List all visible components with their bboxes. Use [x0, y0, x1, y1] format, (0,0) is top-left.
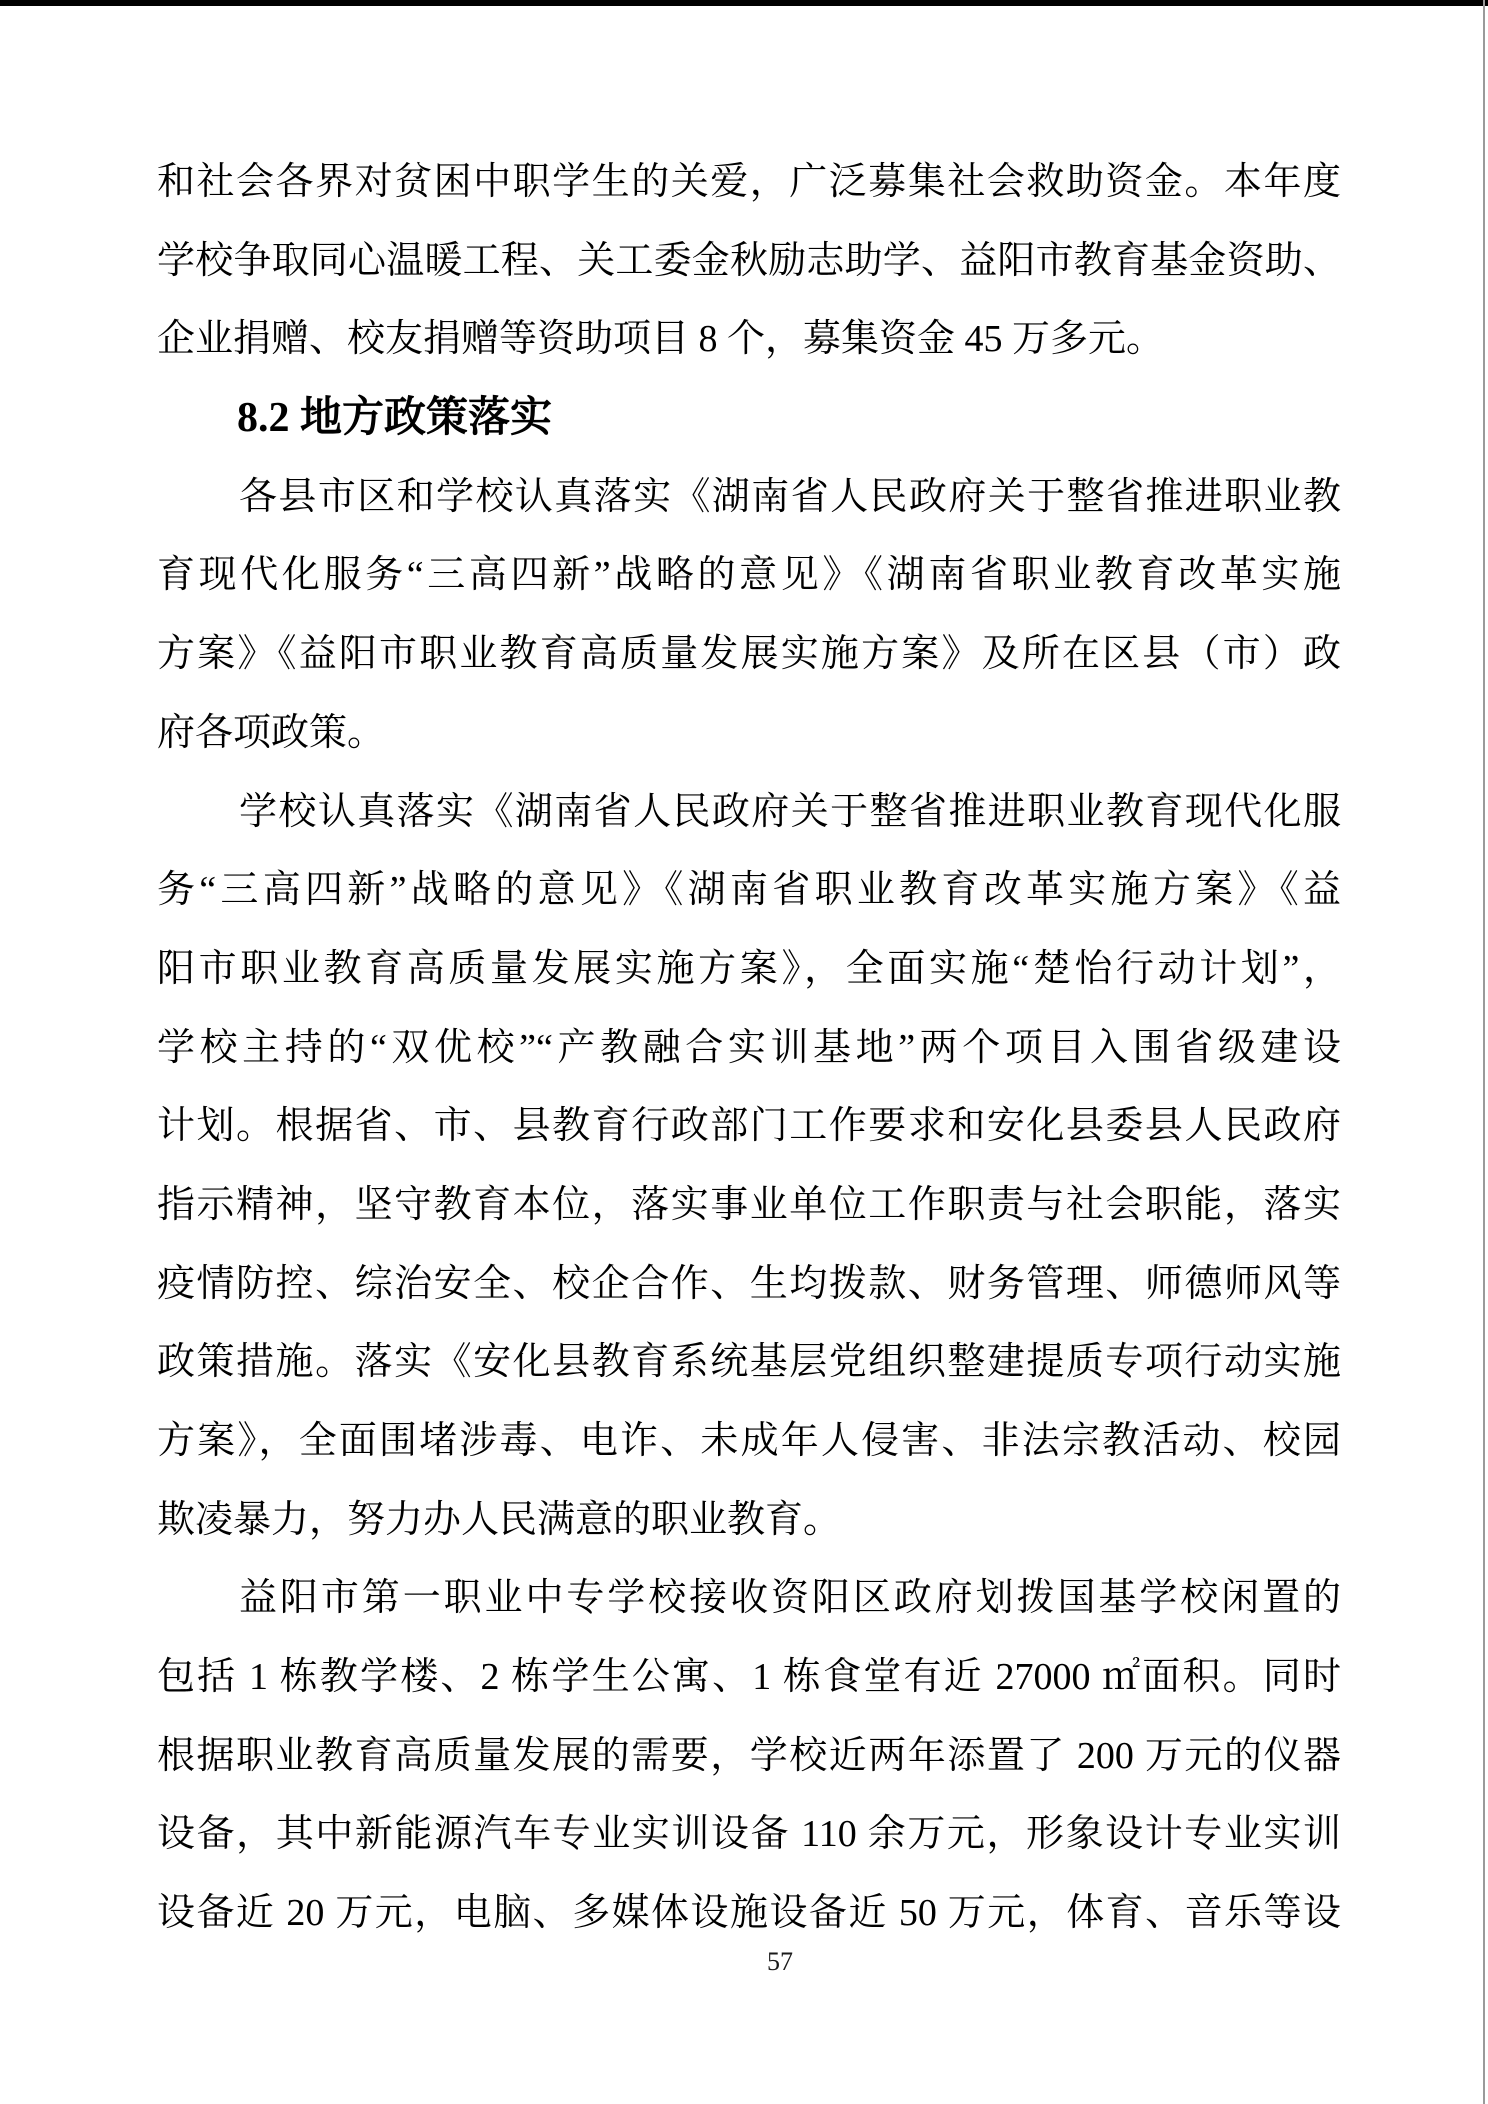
text-line: 指示精神，坚守教育本位，落实事业单位工作职责与社会职能，落实 [157, 1183, 1341, 1226]
text-line: 设备近 20 万元，电脑、多媒体设施设备近 50 万元，体育、音乐等设 [157, 1892, 1341, 1935]
text-line: 计划。根据省、市、县教育行政部门工作要求和安化县委县人民政府 [157, 1105, 1341, 1148]
text-line: 方案》，全面围堵涉毒、电诈、未成年人侵害、非法宗教活动、校园 [157, 1420, 1341, 1462]
text-line: 府各项政策。 [157, 711, 386, 754]
text-line: 疫情防控、综治安全、校企合作、生均拨款、财务管理、师德师风等 [157, 1262, 1341, 1305]
text-line: 政策措施。落实《安化县教育系统基层党组织整建提质专项行动实施 [157, 1341, 1341, 1384]
text-line: 学校争取同心温暖工程、关工委金秋励志助学、益阳市教育基金资助、 [157, 239, 1341, 282]
window-top-border [0, 0, 1488, 6]
text-line: 设备，其中新能源汽车专业实训设备 110 余万元，形象设计专业实训 [157, 1813, 1341, 1856]
text-line: 各县市区和学校认真落实《湖南省人民政府关于整省推进职业教 [239, 475, 1341, 518]
page-content [157, 143, 1341, 1953]
text-line: 阳市职业教育高质量发展实施方案》，全面实施“楚怡行动计划”， [157, 947, 1341, 990]
text-line: 方案》《益阳市职业教育高质量发展实施方案》及所在区县（市）政 [157, 633, 1341, 676]
text-line: 欺凌暴力，努力办人民满意的职业教育。 [157, 1498, 842, 1541]
page-right-border [1483, 0, 1485, 2104]
page-number: 57 [767, 1947, 793, 1976]
text-line: 和社会各界对贫困中职学生的关爱，广泛募集社会救助资金。本年度 [157, 161, 1341, 203]
text-line: 包括 1 栋教学楼、2 栋学生公寓、1 栋食堂有近 27000 ㎡面积。同时 [157, 1656, 1341, 1699]
text-line: 务“三高四新”战略的意见》《湖南省职业教育改革实施方案》《益 [157, 869, 1341, 912]
text-line: 育现代化服务“三高四新”战略的意见》《湖南省职业教育改革实施 [157, 554, 1341, 597]
section-heading: 8.2 地方政策落实 [237, 395, 553, 442]
text-line: 根据职业教育高质量发展的需要，学校近两年添置了 200 万元的仪器 [157, 1734, 1341, 1777]
text-line: 企业捐赠、校友捐赠等资助项目 8 个，募集资金 45 万多元。 [157, 318, 1165, 361]
text-line: 学校认真落实《湖南省人民政府关于整省推进职业教育现代化服 [239, 790, 1341, 833]
text-line: 学校主持的“双优校”“产教融合实训基地”两个项目入围省级建设 [157, 1026, 1341, 1069]
text-line: 益阳市第一职业中专学校接收资阳区政府划拨国基学校闲置的 [239, 1577, 1341, 1620]
